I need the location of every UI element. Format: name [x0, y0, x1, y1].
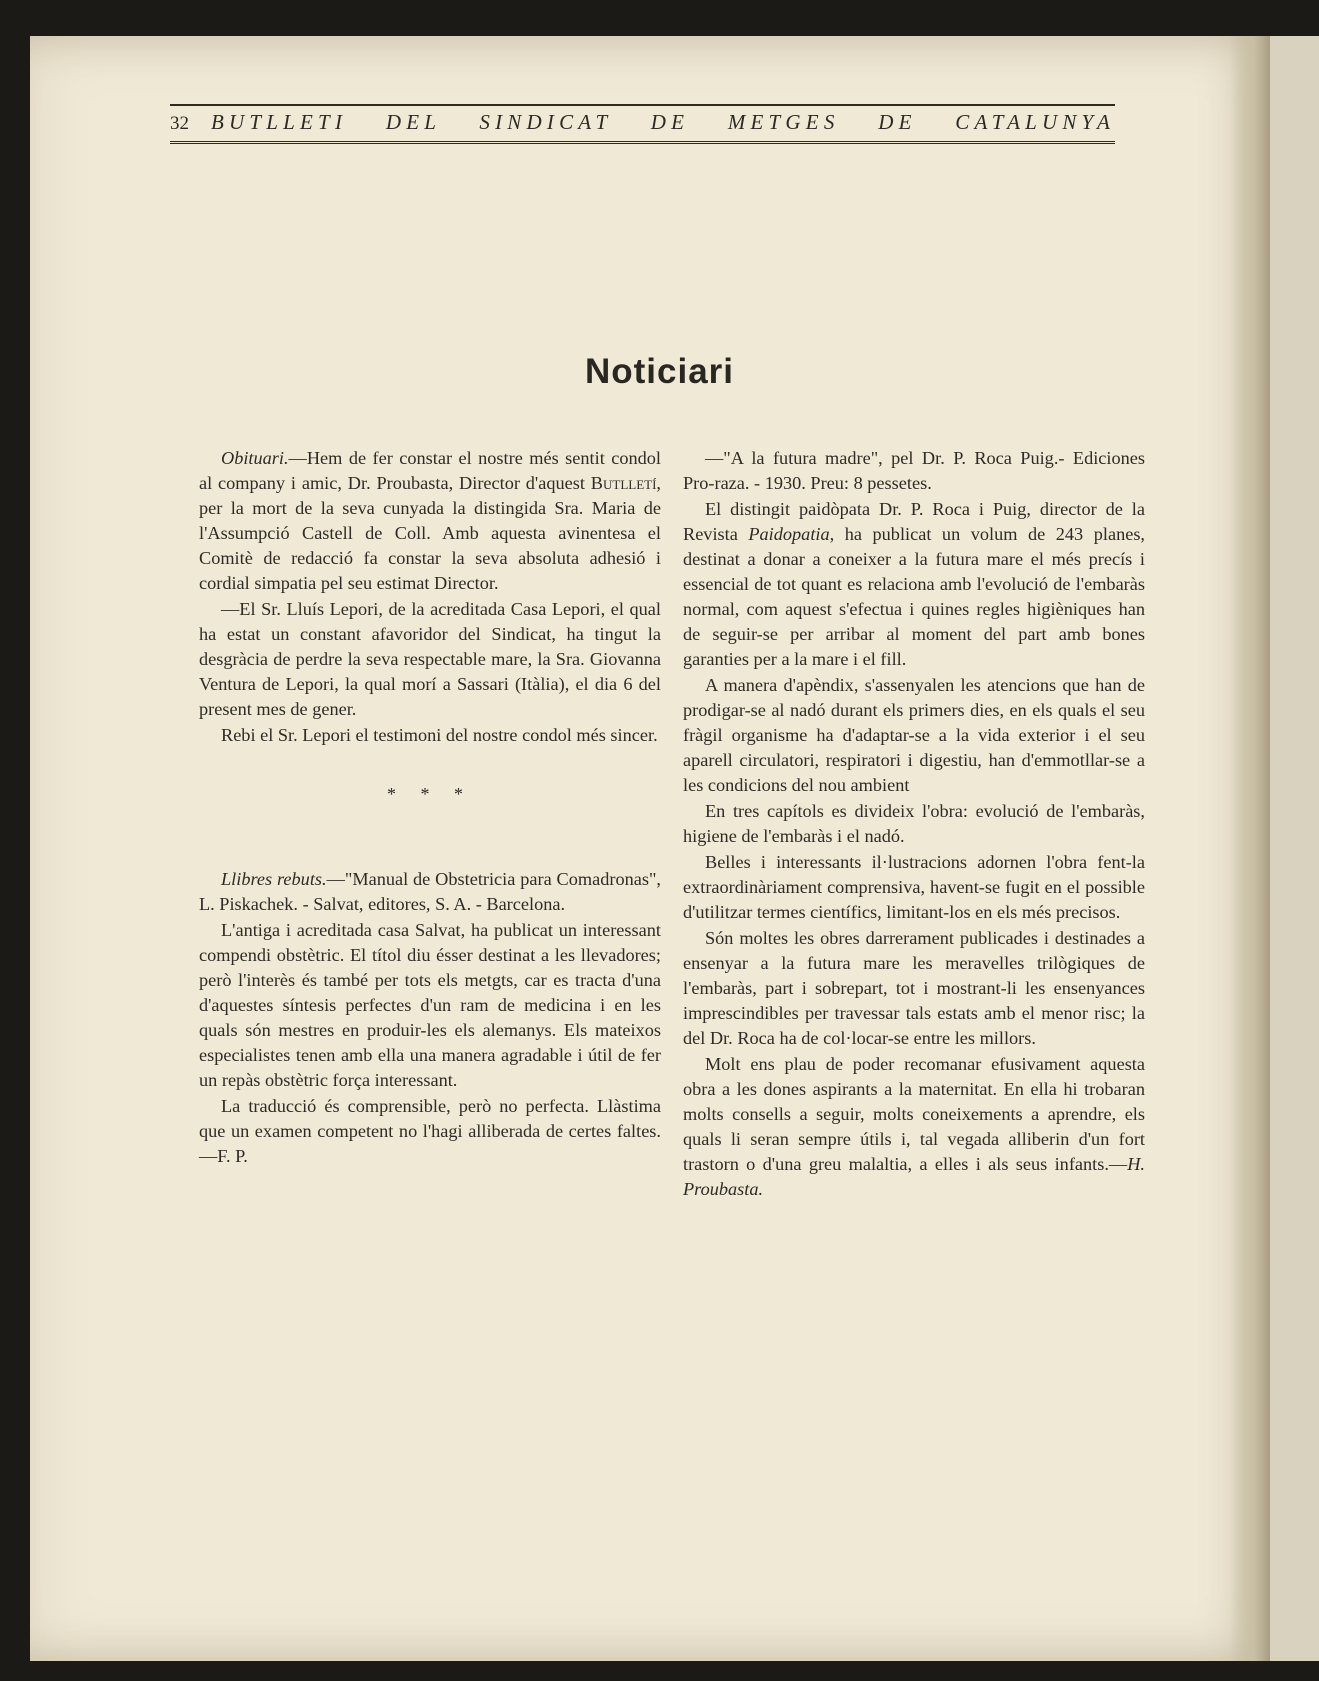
paidopata-text-2: ha publicat un volum de 243 planes, destinat a donar a coneixer a la futura mare el més precís i essencial de tot quant es relaciona amb l'evolució de l'embaràs normal, com aquest s'efectua i quines regles higièniques han de seguir-se per arribar al moment del part amb bones garanties per a la mare i el fill.: [683, 524, 1146, 669]
header-rule-top: [170, 104, 1115, 106]
left-column: [199, 446, 661, 1169]
header-rule-bottom: [170, 141, 1115, 144]
lepori-paragraph: —El Sr. Lluís Lepori, de la acreditada Casa Lepori, el qual ha estat un constant afavoridor del Sindicat, ha tingut la desgràcia de perdre la seva respectable mare, la Sra. Giovanna Ventura de Lepori, la qual morí a Sassari (Itàlia), el dia 6 del present mes de gener.: [199, 599, 661, 719]
paidopata-paragraph: [683, 497, 1145, 672]
paidopatia-title: Paidopatia,: [748, 524, 835, 544]
traduccio-paragraph: La traducció és comprensible, però no perfecta. Llàstima que un examen competent no l'hagi alliberada de certes faltes.—F. P.: [199, 1096, 661, 1166]
recomanar-paragraph: [683, 1052, 1145, 1202]
butlleti-name: Butlletí: [590, 473, 657, 493]
apendix-paragraph: A manera d'apèndix, s'assenyalen les atencions que han de prodigar-se al nadó durant els primers dies, en els quals el seu fràgil organisme ha d'adaptar-se a la vida exterior i el seu aparell circulatori, respiratori i digestiu, han d'emmotllar-se a les condicions del nou ambient: [683, 675, 1145, 795]
llibres-paragraph: [199, 867, 661, 917]
capitols-paragraph: En tres capítols es divideix l'obra: evolució de l'embaràs, higiene de l'embaràs i el nadó.: [683, 801, 1145, 846]
running-title: BUTLLETI DEL SINDICAT DE METGES DE CATALUNYA: [211, 110, 1115, 134]
llibres-text: —"Manual de Obstetricia para Comadronas", L. Piskachek. - Salvat, editores, S. A. - Barcelona.: [199, 869, 661, 914]
right-column: [683, 446, 1145, 1202]
obres-paragraph: Són moltes les obres darrerament publicades i destinades a ensenyar a la futura mare les meravelles trilògiques de l'embaràs, part i sobrepart, tot i mostrant-li les ensenyances imprescindibles per travessar tals estats amb el menor risc; la del Dr. Roca ha de col·locar-se entre les millors.: [683, 928, 1145, 1048]
page-edge: [1230, 36, 1270, 1661]
header-line: [170, 110, 1115, 135]
paidopata-text-1: El distingit paidòpata Dr. P. Roca i Puig, director de la Revista: [683, 499, 1145, 544]
obituari-paragraph: [199, 446, 661, 596]
obituari-text-2: , per la mort de la seva cunyada la distingida Sra. Maria de l'Assumpció Castell de Coll. Amb aquesta avinentesa el Comitè de redacció fa constar la seva absoluta adhesió i cordial simpatia pel seu estimat Director.: [199, 473, 661, 593]
obituari-text-1: —Hem de fer constar el nostre més sentit condol al company i amic, Dr. Proubasta, Director d'aquest: [199, 448, 661, 493]
page-number: 32: [170, 113, 189, 134]
section-title: Noticiari: [584, 352, 735, 391]
adjacent-page-strip: [1270, 36, 1319, 1661]
llibres-lead: Llibres rebuts.: [221, 869, 327, 889]
futura-madre-paragraph: —"A la futura madre", pel Dr. P. Roca Puig.- Ediciones Pro-raza. - 1930. Preu: 8 pessetes.: [683, 448, 1145, 493]
recomanar-text: Molt ens plau de poder recomanar efusivament aquesta obra a les dones aspirants a la maternitat. En ella hi trobaran molts consells a seguir, molts coneixements a aprendre, els quals li seran sempre útils i, tal vegada alliberin d'un fort trastorn o d'una greu malaltia, a elles i als seus infants.—: [683, 1054, 1145, 1174]
section-separator: * * *: [387, 784, 473, 804]
condol-paragraph: Rebi el Sr. Lepori el testimoni del nostre condol més sincer.: [221, 725, 658, 745]
page-header: [170, 104, 1115, 144]
signature: H. Proubasta.: [683, 1154, 1145, 1199]
obituari-lead: Obituari.: [221, 448, 289, 468]
salvat-paragraph: L'antiga i acreditada casa Salvat, ha publicat un interessant compendi obstètric. El títol diu ésser destinat a les llevadores; però l'interès és també per tots els metgts, car es tracta d'una d'aquestes síntesis perfectes d'un ram de medicina i en les quals són mestres en produir-les els alemanys. Els mateixos especialistes tenen amb ella una manera agradable i útil de fer un repàs obstètric força interessant.: [199, 920, 661, 1090]
illustracions-paragraph: Belles i interessants il·lustracions adornen l'obra fent-la extraordinàriament comprensiva, havent-se fugit en el possible d'utilitzar termes científics, limitant-los en els més precisos.: [683, 852, 1145, 922]
